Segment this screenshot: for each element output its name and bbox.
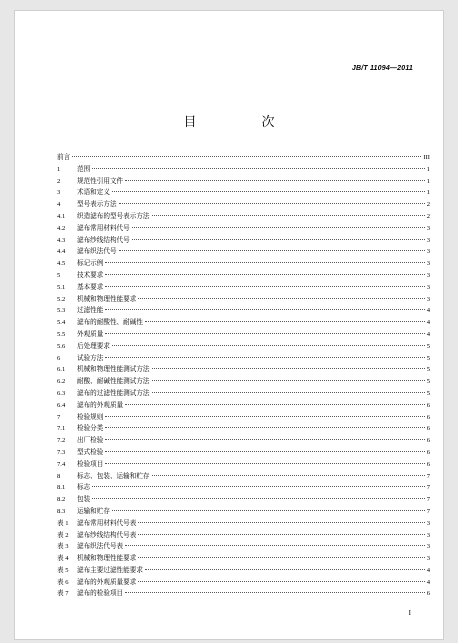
toc-entry-label: 出厂检验 xyxy=(77,436,104,445)
toc-entry-page: 4 xyxy=(426,307,430,315)
toc-entry-number: 5 xyxy=(57,271,61,279)
toc-entry-page: 1 xyxy=(426,189,430,197)
toc-entry[interactable] xyxy=(57,506,430,518)
dot-leader xyxy=(119,250,425,251)
toc-entry-page: 5 xyxy=(426,366,430,374)
toc-entry[interactable] xyxy=(57,329,430,341)
toc-entry-page: 1 xyxy=(426,165,430,173)
toc-entry[interactable] xyxy=(57,588,430,600)
toc-entry-number: 表 7 xyxy=(57,590,69,598)
toc-entry-number: 7 xyxy=(57,413,61,421)
toc-entry-label: 滤布纱线结构代号表 xyxy=(77,530,137,539)
dot-leader xyxy=(125,404,425,405)
toc-entry-page: 6 xyxy=(426,590,430,598)
toc-entry-number: 7.2 xyxy=(57,437,66,445)
dot-leader xyxy=(112,510,425,511)
toc-entry-page: 3 xyxy=(426,271,430,279)
document-page xyxy=(14,10,444,640)
toc-entry-number: 4.5 xyxy=(57,260,66,268)
toc-entry-label: 标志 xyxy=(77,483,91,492)
dot-leader xyxy=(105,262,424,263)
toc-entry-label: 标志、包装、运输和贮存 xyxy=(77,471,150,480)
dot-leader xyxy=(112,191,425,192)
toc-entry-page: 6 xyxy=(426,413,430,421)
toc-entry[interactable] xyxy=(57,164,430,176)
toc-entry-page: 3 xyxy=(426,283,430,291)
toc-entry-label: 型号表示方法 xyxy=(77,200,117,209)
toc-entry-number: 4.4 xyxy=(57,248,66,256)
toc-entry-page: 2 xyxy=(426,212,430,220)
toc-entry-page: 3 xyxy=(426,531,430,539)
toc-entry-label: 机械和物理性能测试方法 xyxy=(77,365,150,374)
toc-entry-label: 机械和物理性能要求 xyxy=(77,554,137,563)
toc-entry[interactable] xyxy=(57,353,430,365)
toc-entry-number: 6.3 xyxy=(57,389,66,397)
toc-entry-page: 3 xyxy=(426,236,430,244)
toc-entry[interactable] xyxy=(57,223,430,235)
toc-entry-number: 表 1 xyxy=(57,519,69,527)
toc-entry-page: 6 xyxy=(426,437,430,445)
toc-entry[interactable] xyxy=(57,400,430,412)
toc-entry[interactable] xyxy=(57,435,430,447)
dot-leader xyxy=(152,368,425,369)
toc-entry-label: 滤布的过滤性能测试方法 xyxy=(77,388,150,397)
toc-entry-page: 6 xyxy=(426,401,430,409)
toc-entry-page: 3 xyxy=(426,248,430,256)
dot-leader xyxy=(119,203,425,204)
dot-leader xyxy=(152,475,425,476)
toc-entry-label: 机械和物理性能要求 xyxy=(77,294,137,303)
toc-entry-number: 5.5 xyxy=(57,330,66,338)
toc-entry-label: 前言 xyxy=(57,153,71,161)
toc-entry-page: 6 xyxy=(426,448,430,456)
toc-entry-number: 4.1 xyxy=(57,212,66,220)
toc-entry-label: 织造滤布的型号表示方法 xyxy=(77,211,150,220)
toc-entry[interactable] xyxy=(57,282,430,294)
dot-leader xyxy=(125,180,425,181)
toc-entry-number: 5.3 xyxy=(57,307,66,315)
toc-entry-label: 滤布的外观质量要求 xyxy=(77,577,137,586)
toc-entry-label: 规范性引用文件 xyxy=(77,176,124,185)
toc-entry-number: 6.4 xyxy=(57,401,66,409)
toc-entry-label: 耐酸、耐碱性能测试方法 xyxy=(77,377,150,386)
toc-entry-page: 4 xyxy=(426,578,430,586)
toc-entry[interactable] xyxy=(57,176,430,188)
toc-entry-page: 6 xyxy=(426,460,430,468)
dot-leader xyxy=(105,439,424,440)
toc-entry-number: 4.3 xyxy=(57,236,66,244)
toc-entry-number: 5.4 xyxy=(57,319,66,327)
toc-entry[interactable] xyxy=(57,447,430,459)
toc-entry-page: 3 xyxy=(426,543,430,551)
dot-leader xyxy=(105,427,424,428)
dot-leader xyxy=(105,463,424,464)
toc-entry[interactable] xyxy=(57,341,430,353)
toc-entry[interactable] xyxy=(57,518,430,530)
dot-leader xyxy=(105,333,424,334)
toc-entry[interactable] xyxy=(57,235,430,247)
toc-entry[interactable] xyxy=(57,376,430,388)
toc-entry[interactable] xyxy=(57,577,430,589)
toc-entry-label: 型式检验 xyxy=(77,447,104,456)
toc-entry-label: 滤布的耐酸性、耐碱性 xyxy=(77,318,143,327)
standard-number: JB/T 11094—2011 xyxy=(351,65,413,72)
toc-entry-page: 3 xyxy=(426,224,430,232)
toc-entry[interactable] xyxy=(57,364,430,376)
toc-entry-label: 滤布的外观质量 xyxy=(77,400,124,409)
toc-entry-label: 滤布织法代号 xyxy=(77,247,117,256)
toc-entry-label: 术语和定义 xyxy=(77,188,110,197)
toc-entry-page: 4 xyxy=(426,566,430,574)
toc-entry-page: 7 xyxy=(426,472,430,480)
toc-entry-number: 8.3 xyxy=(57,507,66,515)
toc-entry[interactable] xyxy=(57,317,430,329)
toc-entry-number: 表 3 xyxy=(57,543,69,551)
dot-leader xyxy=(125,545,425,546)
toc-entry-label: 滤布织法代号表 xyxy=(77,542,124,551)
toc-entry-label: 滤布常用材料代号 xyxy=(77,223,130,232)
toc-entry-label: 后处理要求 xyxy=(77,341,110,350)
toc-entry[interactable] xyxy=(57,459,430,471)
toc-entry-label: 技术要求 xyxy=(77,270,104,279)
toc-entry-label: 运输和贮存 xyxy=(77,506,110,515)
toc-entry-page: 5 xyxy=(426,342,430,350)
dot-leader xyxy=(105,309,424,310)
toc-entry-label: 范围 xyxy=(77,164,91,173)
dot-leader xyxy=(132,227,425,228)
dot-leader xyxy=(145,321,425,322)
toc-entry-number: 6.2 xyxy=(57,378,66,386)
toc-entry-page: 3 xyxy=(426,555,430,563)
toc-entry-number: 8.2 xyxy=(57,496,66,504)
dot-leader xyxy=(138,581,424,582)
dot-leader xyxy=(92,168,425,169)
toc-entry-label: 检验规则 xyxy=(77,412,104,421)
toc-entry[interactable] xyxy=(57,565,430,577)
toc-entry-page: 1 xyxy=(426,177,430,185)
toc-entry-page: 2 xyxy=(426,201,430,209)
toc-entry[interactable] xyxy=(57,530,430,542)
dot-leader xyxy=(152,392,425,393)
dot-leader xyxy=(138,522,424,523)
toc-entry-label: 检验项目 xyxy=(77,459,104,468)
toc-entry-label: 滤布常用材料代号表 xyxy=(77,518,137,527)
dot-leader xyxy=(138,557,424,558)
toc-entry-number: 4.2 xyxy=(57,224,66,232)
toc-entry-label: 标记示例 xyxy=(77,259,104,268)
toc-entry-page: 7 xyxy=(426,507,430,515)
toc-entry[interactable] xyxy=(57,187,430,199)
toc-entry-page: 7 xyxy=(426,484,430,492)
toc-entry-number: 6.1 xyxy=(57,366,66,374)
toc-entry[interactable] xyxy=(57,541,430,553)
toc-entry-page: 5 xyxy=(426,389,430,397)
dot-leader xyxy=(92,486,425,487)
toc-entry-page: 3 xyxy=(426,519,430,527)
toc-entry-label: 滤布主要过滤性能要求 xyxy=(77,565,143,574)
toc-entry-number: 8 xyxy=(57,472,61,480)
toc-entry-page: 3 xyxy=(426,295,430,303)
toc-entry-label: 试验方法 xyxy=(77,353,104,362)
toc-entry-label: 包装 xyxy=(77,495,91,504)
toc-entry[interactable] xyxy=(57,211,430,223)
toc-entry-number: 7.3 xyxy=(57,448,66,456)
toc-entry-number: 8.1 xyxy=(57,484,66,492)
toc-entry-page: 4 xyxy=(426,330,430,338)
dot-leader xyxy=(152,215,425,216)
toc-entry[interactable] xyxy=(57,494,430,506)
dot-leader xyxy=(105,451,424,452)
toc-entry[interactable] xyxy=(57,246,430,258)
toc-entry-label: 滤布纱线结构代号 xyxy=(77,235,130,244)
toc-entry[interactable] xyxy=(57,471,430,483)
dot-leader xyxy=(132,239,425,240)
toc-entry-number: 2 xyxy=(57,177,61,185)
toc-entry-number: 表 4 xyxy=(57,555,69,563)
toc-entry-number: 6 xyxy=(57,354,61,362)
toc-entry[interactable] xyxy=(57,482,430,494)
toc-entry-number: 5.6 xyxy=(57,342,66,350)
toc-entry[interactable] xyxy=(57,152,430,164)
toc-entry-number: 1 xyxy=(57,165,61,173)
page-number: I xyxy=(408,609,411,617)
toc-entry-number: 7.1 xyxy=(57,425,66,433)
dot-leader xyxy=(125,592,425,593)
toc-entry-page: 3 xyxy=(426,260,430,268)
toc-entry-page: 6 xyxy=(426,425,430,433)
dot-leader xyxy=(92,498,425,499)
toc-entry-label: 检验分类 xyxy=(77,424,104,433)
toc-entry-label: 基本要求 xyxy=(77,282,104,291)
dot-leader xyxy=(105,274,424,275)
toc-entry-number: 5.1 xyxy=(57,283,66,291)
toc-entry-number: 3 xyxy=(57,189,61,197)
toc-entry-label: 滤布的检验项目 xyxy=(77,589,124,598)
dot-leader xyxy=(112,345,425,346)
dot-leader xyxy=(105,357,424,358)
toc-entry[interactable] xyxy=(57,412,430,424)
toc-entry-page: 5 xyxy=(426,354,430,362)
toc-entry-number: 表 2 xyxy=(57,531,69,539)
dot-leader xyxy=(138,534,424,535)
toc-entry[interactable] xyxy=(57,388,430,400)
toc-entry[interactable] xyxy=(57,199,430,211)
toc-entry-number: 表 6 xyxy=(57,578,69,586)
toc-entry[interactable] xyxy=(57,305,430,317)
toc-entry[interactable] xyxy=(57,423,430,435)
toc-entry-page: 4 xyxy=(426,319,430,327)
table-of-contents xyxy=(57,152,430,600)
toc-entry-label: 外观质量 xyxy=(77,329,104,338)
dot-leader xyxy=(72,156,421,157)
dot-leader xyxy=(145,569,425,570)
dot-leader xyxy=(138,298,424,299)
toc-entry-number: 5.2 xyxy=(57,295,66,303)
toc-entry-page: III xyxy=(423,154,430,161)
toc-entry-label: 过滤性能 xyxy=(77,306,104,315)
dot-leader xyxy=(105,286,424,287)
toc-entry-number: 7.4 xyxy=(57,460,66,468)
toc-entry-page: 5 xyxy=(426,378,430,386)
page-title: 目 次 xyxy=(183,115,301,130)
dot-leader xyxy=(105,416,424,417)
dot-leader xyxy=(152,380,425,381)
toc-entry[interactable] xyxy=(57,553,430,565)
toc-entry-number: 表 5 xyxy=(57,566,69,574)
toc-entry-page: 7 xyxy=(426,496,430,504)
toc-entry[interactable] xyxy=(57,258,430,270)
toc-entry[interactable] xyxy=(57,294,430,306)
toc-entry[interactable] xyxy=(57,270,430,282)
toc-entry-number: 4 xyxy=(57,201,61,209)
